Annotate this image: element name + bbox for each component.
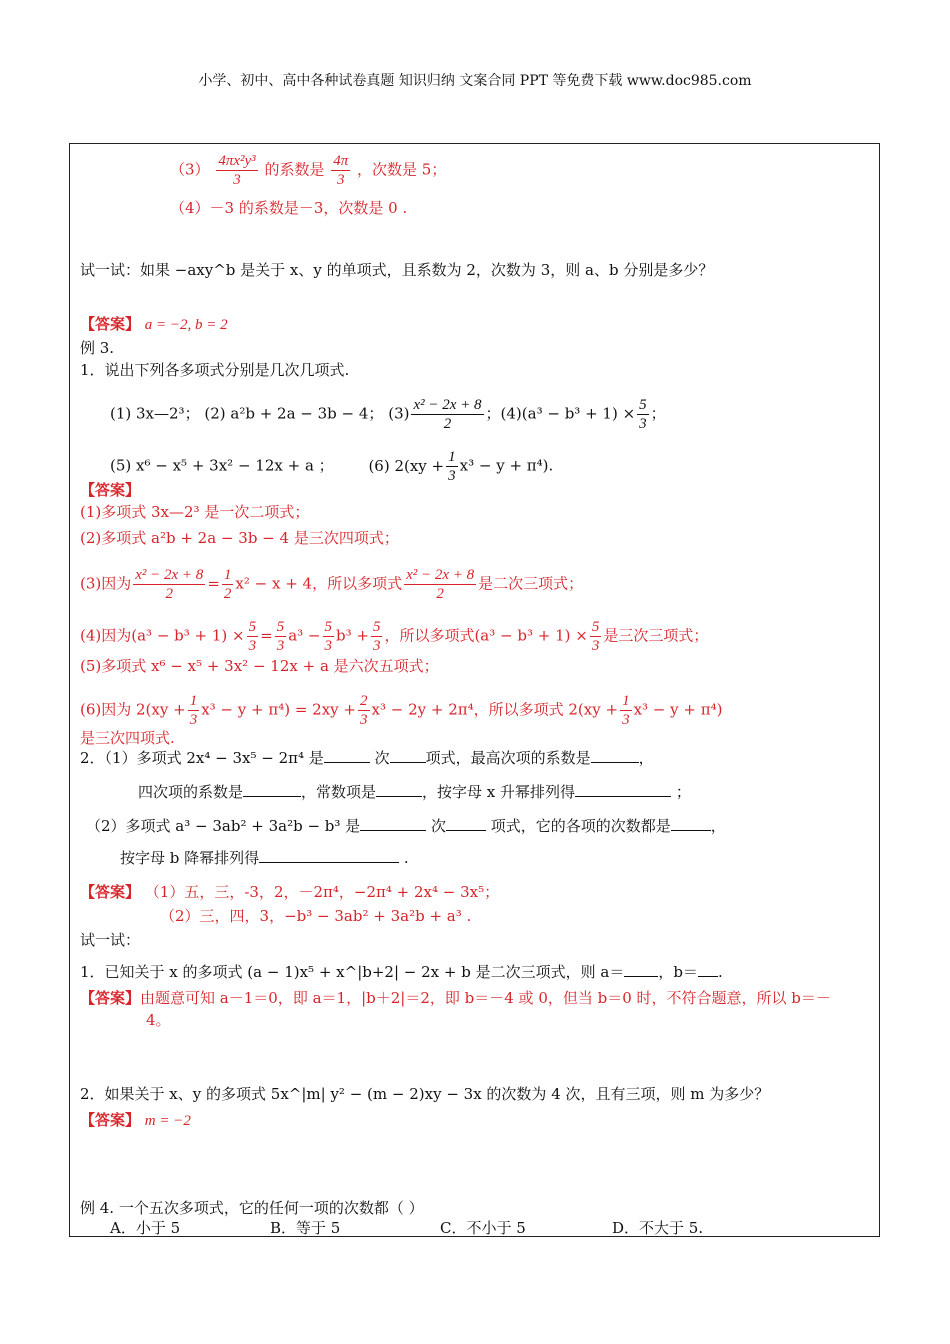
try2-a2: 【答案】 m = −2	[80, 1111, 191, 1129]
try1-answer: 【答案】 a = −2, b = 2	[80, 315, 228, 333]
ex3-items-row1: (1) 3x—2³； (2) a²b + 2a − 3b − 4； (3) $\frac{\text{x² − 2x + 8}}{2}$ ；(4)(a³ − b³ + 1) × $\frac{5}{3}$ ；	[110, 397, 666, 432]
ex3-items-row2: (5) x⁶ − x⁵ + 3x² − 12x + a ； (6) 2(xy + $\frac{1}{3}$ x³ − y + π⁴).	[110, 449, 554, 484]
ex4-question: 例 4. 一个五次多项式，它的任何一项的次数都（ ）	[80, 1199, 424, 1217]
try2-a1-cont: 4。	[146, 1011, 171, 1029]
try2-q1: 1．已知关于 x 的多项式 (a − 1)x⁵ + x^|b+2| − 2x + b 是二次三项式，则 a＝ ，b＝ .	[80, 963, 723, 981]
ex4-option-b: B．等于 5	[270, 1219, 341, 1237]
ex3-q2-line4: 按字母 b 降幂排列得 .	[120, 849, 409, 867]
ex3-answer-6: (6)因为 2(xy + $\frac{1}{3}$ x³ − y + π⁴) = 2xy + $\frac{2}{3}$ x³ − 2y + 2π⁴，所以多项式 2(xy + $\frac{1}{3}$ x³ − y + π⁴)	[80, 693, 723, 728]
ex3-answer-6-tail: 是三次四项式.	[80, 729, 175, 747]
ex3-answer-3: (3)因为 $\frac{\text{x² − 2x + 8}}{2}$ = $\frac{1}{2}$ x² − x + 4，所以多项式 $\frac{\text{x² − 2x + 8}}{2}$ 是二次三项式；	[80, 567, 584, 602]
ex3-q2-answer2: （2）三，四，3，−b³ − 3ab² + 3a²b + a³ .	[160, 907, 472, 925]
try2-a1: 【答案】由题意可知 a－1＝0，即 a＝1，|b＋2|＝2，即 b＝－4 或 0，但当 b＝0 时，不符合题意，所以 b＝－	[80, 989, 831, 1007]
try1-question: 试一试：如果 −axy^b 是关于 x、y 的单项式，且系数为 2，次数为 3，则 a、b 分别是多少？	[80, 261, 714, 279]
ex3-answer-label: 【答案】	[80, 481, 141, 499]
ex3-answer-2: (2)多项式 a²b + 2a − 3b − 4 是三次四项式；	[80, 529, 399, 547]
ex3-q2-line2: 四次项的系数是 ，常数项是 ，按字母 x 升幂排列得 ；	[138, 783, 691, 801]
page-header: 小学、初中、高中各种试卷真题 知识归纳 文案合同 PPT 等免费下载 www.doc985.com	[198, 73, 752, 89]
ex3-answer-4: (4)因为(a³ − b³ + 1) × $\frac{5}{3}$ = $\frac{5}{3}$ a³ − $\frac{5}{3}$ b³ + $\frac{5}{3}$ ，所以多项式(a³ − b³ + 1) × $\frac{5}{3}$ 是三次三项式；	[80, 619, 709, 654]
ex3-q2-answer1: 【答案】 （1）五，三，-3，2，－2π⁴，−2π⁴ + 2x⁴ − 3x⁵；	[80, 883, 500, 901]
ex4-option-d: D．不大于 5.	[612, 1219, 704, 1237]
ex2-item3: （3） $\frac{\text{4πx²y³}}{3}$ 的系数是 $\frac{4\pi}{3}$ ，次数是 5；	[170, 153, 447, 188]
ex4-option-c: C．不小于 5	[440, 1219, 526, 1237]
ex3-q2-line3: （2）多项式 a³ − 3ab² + 3a²b − b³ 是 次 项式，它的各项的次数都是 ，	[86, 817, 726, 835]
ex3-q1: 1．说出下列各多项式分别是几次几项式.	[80, 361, 350, 379]
try2-title: 试一试：	[80, 931, 141, 949]
try2-q2: 2．如果关于 x、y 的多项式 5x^|m| y² − (m − 2)xy − 3x 的次数为 4 次，且有三项，则 m 为多少？	[80, 1085, 770, 1103]
ex2-item4: （4）－3 的系数是－3，次数是 0 .	[170, 199, 408, 217]
ex4-option-a: A．小于 5	[110, 1219, 181, 1237]
content-frame	[69, 143, 880, 1237]
ex3-q2-line1: 2．（1）多项式 2x⁴ − 3x⁵ − 2π⁴ 是 次 项式，最高次项的系数是 ，	[80, 749, 654, 767]
ex3-answer-5: (5)多项式 x⁶ − x⁵ + 3x² − 12x + a 是六次五项式；	[80, 657, 439, 675]
ex3-answer-1: (1)多项式 3x—2³ 是一次二项式；	[80, 503, 310, 521]
ex3-title: 例 3.	[80, 339, 115, 357]
